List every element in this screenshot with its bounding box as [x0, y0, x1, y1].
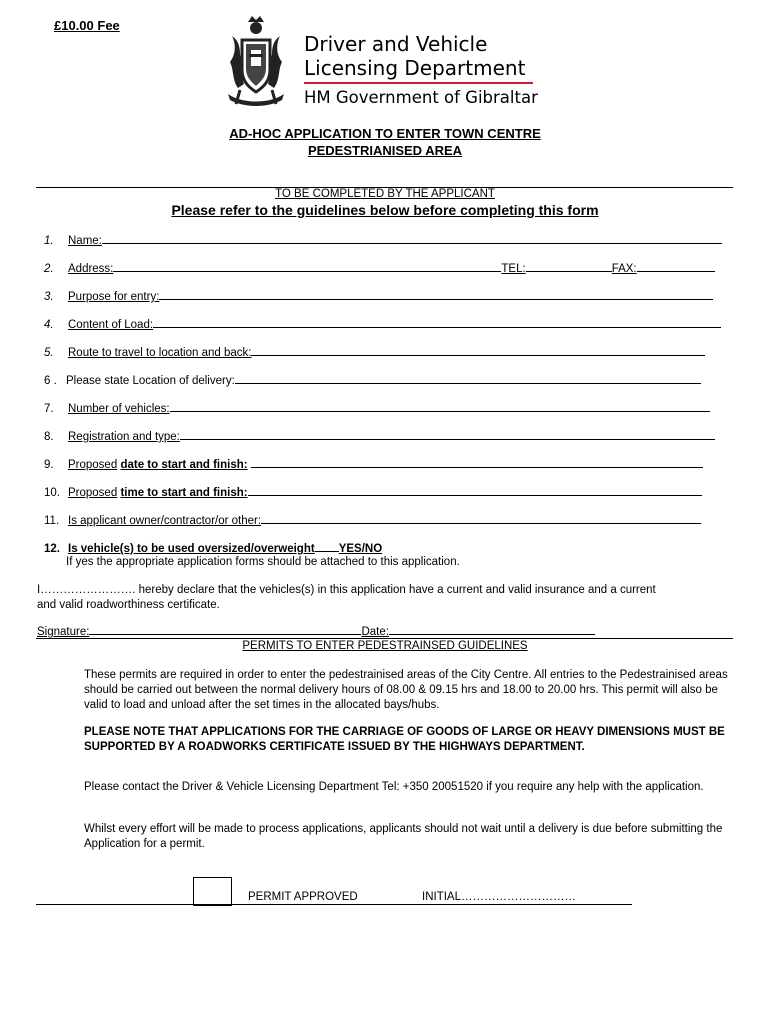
oversized-note: If yes the appropriate application forms should be attached to this application. [66, 556, 460, 568]
field-label: Proposed [68, 459, 118, 471]
field-number: 4. [44, 319, 54, 331]
org-government: HM Government of Gibraltar [304, 88, 538, 107]
field-number: 5. [44, 347, 54, 359]
fax-label: FAX: [611, 263, 637, 275]
tel-input-line[interactable] [526, 260, 612, 272]
field-label-bold: date to start and finish: [120, 459, 248, 471]
field-label: Address: [68, 263, 114, 275]
initial-label[interactable]: INITIAL………………………… [422, 891, 576, 903]
vehicles-input-line[interactable] [170, 400, 710, 412]
field-number: 6 . [44, 375, 57, 387]
field-label: Name: [68, 235, 102, 247]
field-registration[interactable] [44, 428, 715, 444]
field-number: 1. [44, 235, 54, 247]
completed-by-label: TO BE COMPLETED BY THE APPLICANT [275, 188, 495, 200]
field-label: Proposed [68, 487, 118, 499]
guidelines-paragraph-2: PLEASE NOTE THAT APPLICATIONS FOR THE CARRIAGE OF GOODS OF LARGE OR HEAVY DIMENSIONS MUST BE SUPPORTED BY A ROADWORKS CERTIFICATE ISSUED BY THE HIGHWAYS DEPARTMENT. [84, 726, 725, 753]
field-number: 2. [44, 263, 54, 275]
field-number: 7. [44, 403, 54, 415]
delivery-location-input-line[interactable] [235, 372, 701, 384]
field-dates[interactable] [44, 456, 703, 472]
guidelines-heading: PERMITS TO ENTER PEDESTRAINSED GUIDELINES [242, 640, 528, 652]
field-delivery-location[interactable] [44, 372, 701, 388]
registration-input-line[interactable] [180, 428, 715, 440]
fee-label: £10.00 Fee [54, 18, 120, 33]
field-label: Registration and type: [68, 431, 180, 443]
field-times[interactable] [44, 484, 702, 500]
field-label: Number of vehicles: [68, 403, 170, 415]
guidelines-paragraph-1: These permits are required in order to enter the pedestrainised areas of the City Centre. All entries to the Pedestrainised areas should be carried out between the normal delivery hours of 08.00 & 09.15 hrs and 18.00 to 20.00 hrs. This permit will also be valid to load and unload after the set times in the allocated bays/hubs. [84, 669, 728, 711]
field-label: Is vehicle(s) to be used oversized/overweight [68, 543, 315, 555]
field-number: 9. [44, 459, 54, 471]
field-applicant-type[interactable] [44, 512, 701, 528]
purpose-input-line[interactable] [159, 288, 713, 300]
divider [36, 638, 733, 639]
form-title-line2: PEDESTRIANISED AREA [307, 143, 463, 158]
field-number: 3. [44, 291, 54, 303]
signature-input-line[interactable] [89, 623, 361, 635]
tel-label: TEL: [501, 263, 526, 275]
header-divider [304, 82, 533, 84]
date-label: Date: [361, 626, 389, 638]
guidelines-paragraph-3: Please contact the Driver & Vehicle Licensing Department Tel: +350 20051520 if you require any help with the application. [84, 781, 704, 793]
form-title-line1: AD-HOC APPLICATION TO ENTER TOWN CENTRE [229, 126, 541, 141]
org-name-line1: Driver and Vehicle [304, 32, 488, 56]
times-input-line[interactable] [248, 484, 702, 496]
field-address[interactable] [44, 260, 715, 276]
guidelines-paragraph-4: Whilst every effort will be made to process applications, applicants should not wait until a delivery is due before submitting the Application for a permit. [84, 823, 723, 850]
content-input-line[interactable] [153, 316, 721, 328]
field-oversized[interactable] [44, 540, 382, 556]
refer-guidelines: Please refer to the guidelines below before completing this form [171, 202, 599, 218]
dates-input-line[interactable] [251, 456, 703, 468]
field-number: 11. [44, 515, 60, 527]
applicant-type-input-line[interactable] [261, 512, 701, 524]
field-content-of-load[interactable] [44, 316, 721, 332]
field-label: Content of Load: [68, 319, 154, 331]
field-label: Purpose for entry: [68, 291, 160, 303]
fax-input-line[interactable] [637, 260, 715, 272]
route-input-line[interactable] [251, 344, 705, 356]
field-route[interactable] [44, 344, 705, 360]
permit-approved-checkbox[interactable] [193, 877, 232, 906]
field-label: Route to travel to location and back: [68, 347, 252, 359]
declaration-line2: and valid roadworthiness certificate. [37, 599, 220, 611]
field-label: Is applicant owner/contractor/or other: [68, 515, 262, 527]
date-input-line[interactable] [389, 623, 595, 635]
oversized-spacer-line [315, 540, 339, 552]
declaration-line1: I……………………. hereby declare that the vehicles(s) in this application have a current and valid insurance and a current [37, 584, 656, 596]
field-label-bold: time to start and finish: [120, 487, 248, 499]
signature-row[interactable] [37, 623, 595, 639]
field-number: 10. [44, 487, 60, 499]
name-input-line[interactable] [102, 232, 722, 244]
coat-of-arms-icon [218, 14, 294, 110]
field-number-of-vehicles[interactable] [44, 400, 710, 416]
address-input-line[interactable] [113, 260, 501, 272]
field-number: 8. [44, 431, 54, 443]
field-name[interactable] [44, 232, 722, 248]
field-label: Please state Location of delivery: [66, 375, 235, 387]
field-purpose[interactable] [44, 288, 713, 304]
field-number: 12. [44, 543, 60, 555]
declaration [37, 583, 737, 613]
yes-no-option[interactable]: YES/NO [338, 543, 383, 555]
permit-approved-label: PERMIT APPROVED [248, 891, 358, 903]
footer-line [36, 904, 632, 905]
signature-label: Signature: [37, 626, 90, 638]
org-name-line2: Licensing Department [304, 56, 526, 80]
